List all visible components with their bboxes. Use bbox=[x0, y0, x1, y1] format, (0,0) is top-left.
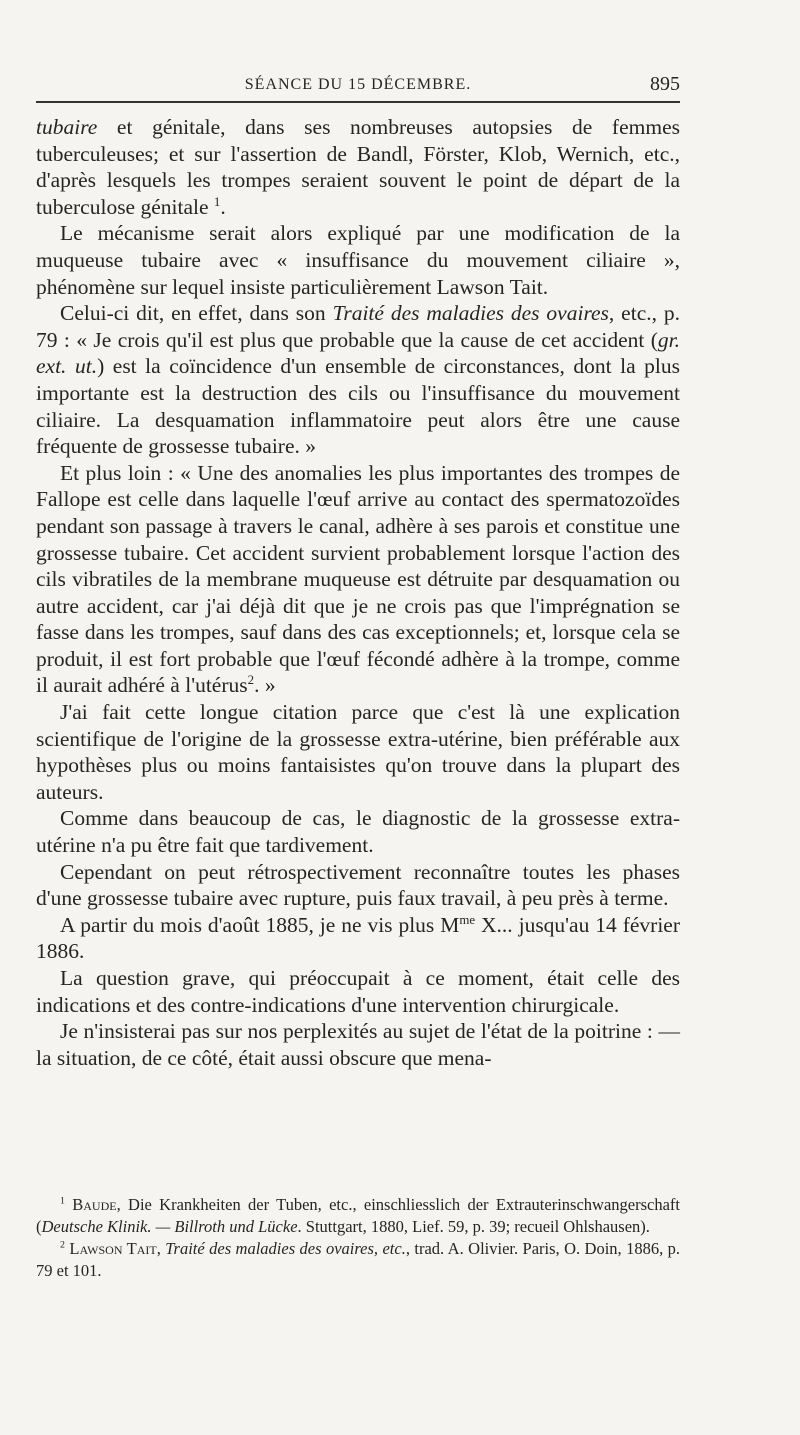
running-title: SÉANCE DU 15 DÉCEMBRE. bbox=[244, 76, 472, 93]
paragraph-text: La question grave, qui préoccupait à ce moment, était celle des indications et des contre-indications d'une intervention chirurgicale. bbox=[36, 966, 680, 1017]
paragraph-7 bbox=[36, 859, 680, 912]
paragraph-2 bbox=[36, 220, 680, 300]
paragraph-text: et génitale, dans ses nombreuses autopsies de femmes tuberculeuses; et sur l'assertion de Bandl, Förster, Klob, Wernich, etc., d'après lesquels les trompes seraient souvent le point de départ de la tuberculose génitale bbox=[36, 115, 680, 219]
footnote-text: . Stuttgart, 1880, Lief. 59, p. 39; recueil Ohlshausen). bbox=[297, 1217, 650, 1236]
footnote-text: , Die Krankheiten der Tuben, etc., einschliesslich der Extrauterinschwangerschaft ( bbox=[36, 1195, 680, 1236]
paragraph-3 bbox=[36, 300, 680, 460]
header-rule bbox=[36, 101, 680, 103]
page-number: 895 bbox=[650, 73, 680, 95]
paragraph-text: Et plus loin : « Une des anomalies les plus importantes des trompes de Fallope est celle dans laquelle l'œuf arrive au contact des spermatozoïdes pendant son passage à travers le canal, adhère à ses parois et constitue une grossesse tubaire. Cet accident survient probablement lorsque l'action des cils vibratiles de la membrane muqueuse est détruite par desquamation ou autre accident, car j'ai déjà dit que je ne crois pas que l'imprégnation se fasse dans les trompes, sauf dans des cas exceptionnels; et, lorsque cela se produit, il est fort probable que l'œuf fécondé adhère à la trompe, comme il aurait adhéré à l'utérus bbox=[36, 460, 680, 698]
footnote-author: Lawson Tait bbox=[69, 1239, 157, 1258]
superscript: me bbox=[459, 912, 476, 927]
footnotes bbox=[36, 1194, 680, 1282]
footnote-mark: 2 bbox=[60, 1239, 65, 1251]
footnote-ref-1: 1 bbox=[213, 194, 221, 209]
paragraph-text: A partir du mois d'août 1885, je ne vis plus M bbox=[60, 912, 460, 937]
paragraph-text: J'ai fait cette longue citation parce que c'est là une explication scientifique de l'origine de la grossesse extra-utérine, bien préférable aux hypothèses plus ou moins fantaisistes qu'on trouve dans la plupart des auteurs. bbox=[36, 700, 680, 804]
paragraph-text: ) est la coïncidence d'un ensemble de circonstances, dont la plus importante est la destruction des cils ou l'insuffisance du mouvement ciliaire. La desquamation inflammatoire peut alors être une cause fréquente de grossesse tubaire. » bbox=[36, 354, 680, 459]
footnote-italic: Traité des maladies des ovaires, etc. bbox=[165, 1239, 406, 1258]
paragraph-text: Celui-ci dit, en effet, dans son bbox=[60, 301, 333, 326]
main-text bbox=[36, 114, 680, 1071]
paragraph-5 bbox=[36, 699, 680, 805]
paragraph-tail: . » bbox=[254, 673, 276, 698]
italic-word: tubaire bbox=[36, 115, 98, 139]
paragraph-text: Cependant on peut rétrospectivement reconnaître toutes les phases d'une grossesse tubaire avec rupture, puis faux travail, à peu près à terme. bbox=[36, 859, 680, 911]
paragraph-9 bbox=[36, 965, 680, 1018]
paragraph-8 bbox=[36, 912, 680, 965]
footnote-text: , bbox=[156, 1239, 166, 1258]
footnote-author: Baude bbox=[72, 1195, 117, 1214]
paragraph-text: Je n'insisterai pas sur nos perplexités au sujet de l'état de la poitrine : — la situation, de ce côté, était aussi obscure que mena- bbox=[36, 1019, 680, 1070]
footnote-1 bbox=[36, 1194, 680, 1238]
abbreviation: gr. ext. ut. bbox=[36, 327, 680, 379]
footnote-ref-2: 2 bbox=[247, 673, 255, 688]
footnote-text: , trad. A. Olivier. Paris, O. Doin, 1886, p. 79 et 101. bbox=[36, 1239, 681, 1280]
paragraph-4 bbox=[36, 460, 680, 699]
running-header bbox=[36, 73, 680, 97]
paragraph-text: , etc., p. 79 : « Je crois qu'il est plus que probable que la cause de cet accident ( bbox=[36, 301, 680, 352]
footnote-mark: 1 bbox=[60, 1195, 65, 1207]
paragraph-6 bbox=[36, 805, 680, 858]
paragraph-text: X... jusqu'au 14 février 1886. bbox=[36, 912, 680, 964]
paragraph-text: Comme dans beaucoup de cas, le diagnostic de la grossesse extra-utérine n'a pu être fait que tardivement. bbox=[36, 806, 680, 858]
footnote-2 bbox=[36, 1238, 680, 1282]
paragraph-1 bbox=[36, 114, 680, 220]
book-title: Traité des maladies des ovaires bbox=[332, 301, 609, 326]
paragraph-10 bbox=[36, 1018, 680, 1071]
paragraph-text: Le mécanisme serait alors expliqué par une modification de la muqueuse tubaire avec « insuffisance du mouvement ciliaire », phénomène sur lequel insiste particulièrement Lawson Tait. bbox=[36, 221, 680, 299]
paragraph-tail: . bbox=[220, 194, 226, 219]
footnote-italic: Deutsche Klinik. — Billroth und Lücke bbox=[41, 1217, 298, 1236]
